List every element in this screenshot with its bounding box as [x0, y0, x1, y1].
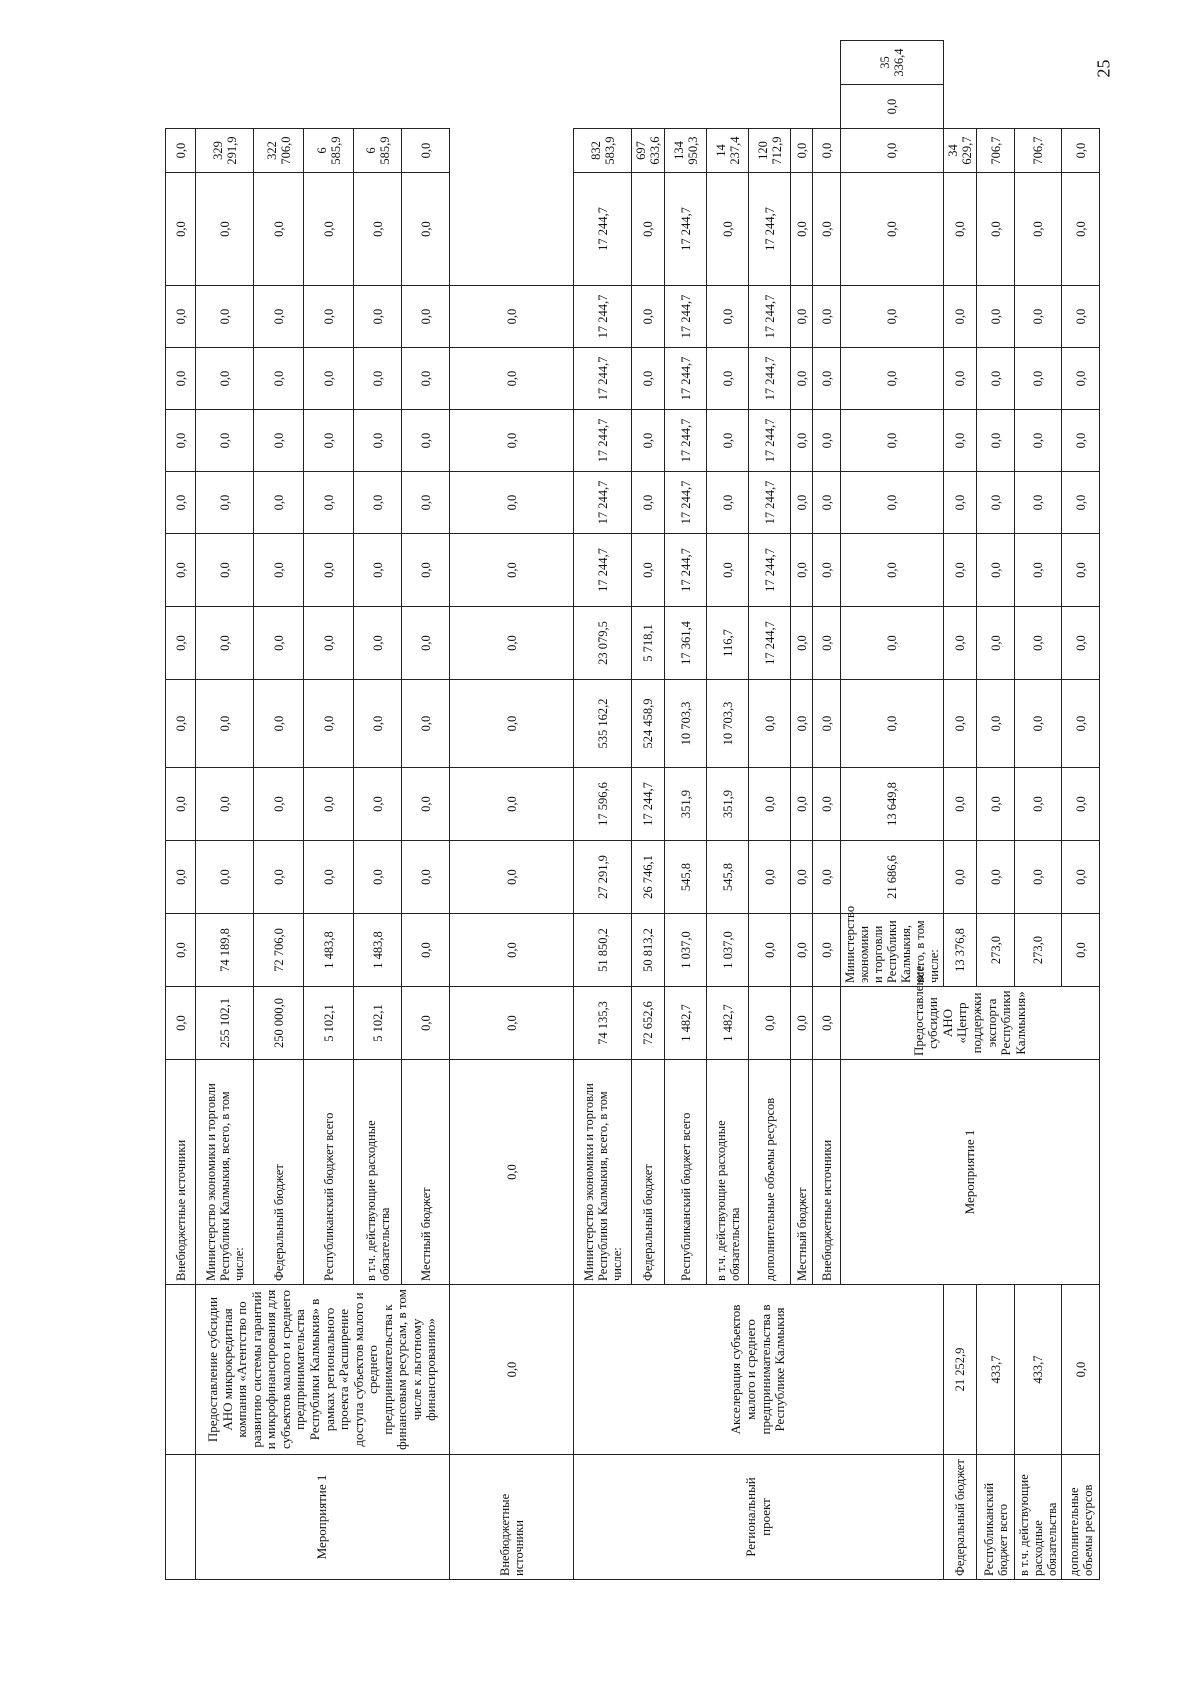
- value-cell: 0,0: [1062, 680, 1100, 768]
- funding-source-cell: Внебюджетные источники: [166, 1060, 196, 1285]
- value-cell: 0,0: [402, 410, 450, 472]
- value-cell: 72 706,0: [254, 914, 304, 987]
- funding-source-cell: в т.ч. действующие расходные обязательства: [1015, 1455, 1062, 1580]
- value-cell: 0,0: [196, 768, 254, 841]
- value-cell: 0,0: [402, 286, 450, 348]
- value-cell: 0,0: [254, 534, 304, 607]
- value-cell: 0,0: [254, 768, 304, 841]
- value-cell: 0,0: [944, 173, 977, 286]
- total-cell: 0,0: [450, 286, 574, 348]
- value-cell: 0,0: [791, 768, 813, 841]
- funding-source-cell: Республиканский бюджет всего: [665, 1060, 707, 1285]
- value-cell: 535 162,2: [574, 680, 632, 768]
- value-cell: 0,0: [402, 348, 450, 410]
- table-row: [944, 41, 977, 1580]
- value-cell: 10 703,3: [665, 680, 707, 768]
- value-cell: 0,0: [166, 607, 196, 680]
- value-cell: 0,0: [1062, 768, 1100, 841]
- value-cell: 0,0: [707, 534, 749, 607]
- value-cell: 0,0: [944, 348, 977, 410]
- table-row: [1015, 41, 1062, 1580]
- value-cell: 0,0: [402, 680, 450, 768]
- value-cell: 17 244,7: [574, 472, 632, 534]
- total-cell: 6 585,9: [304, 129, 354, 173]
- value-cell: 0,0: [707, 472, 749, 534]
- value-cell: 0,0: [402, 534, 450, 607]
- total-cell: 0,0: [791, 129, 813, 173]
- value-cell: 0,0: [707, 410, 749, 472]
- value-cell: 0,0: [1015, 410, 1062, 472]
- table-row: [1062, 41, 1100, 1580]
- value-cell: 0,0: [402, 987, 450, 1060]
- value-cell: 0,0: [791, 173, 813, 286]
- value-cell: 17 244,7: [665, 472, 707, 534]
- value-cell: 0,0: [977, 680, 1015, 768]
- event-cell: [166, 1455, 196, 1580]
- value-cell: 0,0: [813, 534, 841, 607]
- value-cell: 0,0: [977, 841, 1015, 914]
- value-cell: 0,0: [450, 348, 574, 410]
- value-cell: 0,0: [791, 680, 813, 768]
- total-cell: 34 629,7: [944, 129, 977, 173]
- total-cell: 706,7: [1015, 129, 1062, 173]
- value-cell: 0,0: [304, 173, 354, 286]
- value-cell: 0,0: [944, 841, 977, 914]
- value-cell: 0,0: [944, 607, 977, 680]
- value-cell: 0,0: [166, 286, 196, 348]
- value-cell: 0,0: [841, 85, 944, 129]
- value-cell: 0,0: [304, 841, 354, 914]
- value-cell: 17 244,7: [665, 410, 707, 472]
- value-cell: 0,0: [977, 173, 1015, 286]
- value-cell: 250 000,0: [254, 987, 304, 1060]
- value-cell: 0,0: [813, 173, 841, 286]
- total-cell: 120 712,9: [749, 129, 791, 173]
- value-cell: 0,0: [632, 173, 665, 286]
- value-cell: 0,0: [166, 534, 196, 607]
- value-cell: 1 482,7: [665, 987, 707, 1060]
- value-cell: 0,0: [813, 348, 841, 410]
- event-cell: Региональный проект: [574, 1455, 944, 1580]
- value-cell: 0,0: [304, 348, 354, 410]
- value-cell: 0,0: [254, 173, 304, 286]
- value-cell: 0,0: [166, 914, 196, 987]
- funding-source-cell: дополнительные объемы ресурсов: [749, 1060, 791, 1285]
- value-cell: 0,0: [304, 534, 354, 607]
- value-cell: 0,0: [254, 680, 304, 768]
- value-cell: 0,0: [354, 680, 402, 768]
- value-cell: 0,0: [707, 286, 749, 348]
- value-cell: 0,0: [1015, 173, 1062, 286]
- value-cell: 26 746,1: [632, 841, 665, 914]
- value-cell: 545,8: [665, 841, 707, 914]
- value-cell: 17 244,7: [749, 410, 791, 472]
- value-cell: 0,0: [841, 348, 944, 410]
- value-cell: 0,0: [402, 841, 450, 914]
- value-cell: 0,0: [813, 607, 841, 680]
- value-cell: 1 483,8: [354, 914, 402, 987]
- value-cell: 0,0: [254, 410, 304, 472]
- value-cell: 0,0: [791, 987, 813, 1060]
- funding-source-cell: в т.ч. действующие расходные обязательства: [707, 1060, 749, 1285]
- funding-source-cell: Федеральный бюджет: [944, 1455, 977, 1580]
- value-cell: 0,0: [254, 607, 304, 680]
- value-cell: 273,0: [977, 914, 1015, 987]
- value-cell: 0,0: [166, 680, 196, 768]
- value-cell: 50 813,2: [632, 914, 665, 987]
- value-cell: 1 037,0: [665, 914, 707, 987]
- total-cell: 706,7: [977, 129, 1015, 173]
- value-cell: 0,0: [841, 129, 944, 173]
- value-cell: 23 079,5: [574, 607, 632, 680]
- value-cell: 0,0: [196, 841, 254, 914]
- value-cell: 0,0: [254, 472, 304, 534]
- value-cell: 0,0: [354, 410, 402, 472]
- value-cell: 0,0: [354, 768, 402, 841]
- value-cell: 0,0: [944, 286, 977, 348]
- description-cell: Акселерация субъектов малого и среднего предпринимательства в Республике Калмыкия: [574, 1285, 944, 1455]
- value-cell: 0,0: [304, 768, 354, 841]
- value-cell: 433,7: [977, 1285, 1015, 1455]
- value-cell: 0,0: [791, 472, 813, 534]
- value-cell: 17 244,7: [749, 348, 791, 410]
- value-cell: 255 102,1: [196, 987, 254, 1060]
- value-cell: 13 376,8: [944, 914, 977, 987]
- value-cell: 0,0: [450, 410, 574, 472]
- value-cell: 17 244,7: [632, 768, 665, 841]
- total-cell: 134 950,3: [665, 129, 707, 173]
- value-cell: 0,0: [450, 1285, 574, 1455]
- value-cell: 0,0: [944, 680, 977, 768]
- value-cell: 0,0: [450, 680, 574, 768]
- value-cell: 0,0: [450, 914, 574, 987]
- total-cell: 14 237,4: [707, 129, 749, 173]
- value-cell: 21 686,6: [841, 841, 944, 914]
- total-cell: 0,0: [402, 129, 450, 173]
- value-cell: 21 252,9: [944, 1285, 977, 1455]
- value-cell: 0,0: [1062, 914, 1100, 987]
- value-cell: 0,0: [1015, 607, 1062, 680]
- value-cell: 74 189,8: [196, 914, 254, 987]
- value-cell: 0,0: [749, 914, 791, 987]
- value-cell: 0,0: [196, 534, 254, 607]
- value-cell: 0,0: [813, 841, 841, 914]
- value-cell: 0,0: [632, 286, 665, 348]
- funding-source-cell: Внебюджетные источники: [813, 1060, 841, 1285]
- value-cell: 0,0: [196, 286, 254, 348]
- value-cell: 17 596,6: [574, 768, 632, 841]
- table-row: [450, 41, 574, 1580]
- value-cell: 0,0: [166, 472, 196, 534]
- value-cell: 0,0: [402, 607, 450, 680]
- value-cell: 0,0: [1015, 768, 1062, 841]
- value-cell: 0,0: [354, 841, 402, 914]
- funding-source-cell: Республиканский бюджет всего: [977, 1455, 1015, 1580]
- value-cell: 0,0: [166, 768, 196, 841]
- value-cell: 0,0: [402, 173, 450, 286]
- value-cell: 72 652,6: [632, 987, 665, 1060]
- value-cell: 116,7: [707, 607, 749, 680]
- funding-source-cell: Министерство экономики и торговли Республики Калмыкия, всего, в том числе:: [574, 1060, 632, 1285]
- table-row: [166, 41, 196, 1580]
- value-cell: 0,0: [254, 286, 304, 348]
- budget-table: [165, 40, 1100, 1580]
- value-cell: 0,0: [791, 914, 813, 987]
- value-cell: 17 244,7: [574, 534, 632, 607]
- value-cell: 17 244,7: [749, 472, 791, 534]
- value-cell: 5 102,1: [304, 987, 354, 1060]
- value-cell: 433,7: [1015, 1285, 1062, 1455]
- funding-source-cell: Министерство экономики и торговли Республики Калмыкия, всего, в том числе:: [196, 1060, 254, 1285]
- value-cell: 17 244,7: [574, 348, 632, 410]
- value-cell: 0,0: [791, 286, 813, 348]
- total-cell: 0,0: [166, 129, 196, 173]
- value-cell: 17 244,7: [665, 173, 707, 286]
- funding-source-cell: Внебюджетные источники: [450, 1455, 574, 1580]
- event-cell: Мероприятие 1: [841, 1060, 1100, 1285]
- value-cell: 1 037,0: [707, 914, 749, 987]
- value-cell: 0,0: [354, 607, 402, 680]
- value-cell: 273,0: [1015, 914, 1062, 987]
- value-cell: 0,0: [1062, 173, 1100, 286]
- value-cell: 0,0: [791, 410, 813, 472]
- funding-source-cell: в т.ч. действующие расходные обязательства: [354, 1060, 402, 1285]
- funding-source-cell: Федеральный бюджет: [254, 1060, 304, 1285]
- value-cell: 0,0: [354, 286, 402, 348]
- value-cell: 0,0: [450, 534, 574, 607]
- value-cell: 0,0: [196, 472, 254, 534]
- value-cell: 0,0: [166, 173, 196, 286]
- value-cell: 0,0: [1062, 607, 1100, 680]
- value-cell: 13 649,8: [841, 768, 944, 841]
- value-cell: 17 244,7: [749, 607, 791, 680]
- value-cell: 0,0: [632, 534, 665, 607]
- value-cell: 0,0: [354, 173, 402, 286]
- value-cell: 0,0: [1062, 472, 1100, 534]
- value-cell: 0,0: [841, 286, 944, 348]
- value-cell: 0,0: [450, 1060, 574, 1285]
- value-cell: 74 135,3: [574, 987, 632, 1060]
- value-cell: 0,0: [166, 348, 196, 410]
- value-cell: 0,0: [1015, 680, 1062, 768]
- value-cell: 0,0: [450, 768, 574, 841]
- value-cell: 0,0: [749, 768, 791, 841]
- value-cell: 0,0: [632, 410, 665, 472]
- table-row: [574, 41, 632, 1580]
- description-cell: Предоставление субсидии АНО «Центр поддержки экспорта Республики Калмыкия»: [841, 987, 1100, 1060]
- value-cell: 17 244,7: [574, 286, 632, 348]
- value-cell: 0,0: [196, 607, 254, 680]
- value-cell: 0,0: [749, 680, 791, 768]
- value-cell: 0,0: [1015, 472, 1062, 534]
- description-cell: Предоставление субсидии АНО микрокредитная компания «Агентство по развитию системы гарантий и микрофинансирования для субъектов малого и среднего предпринимательства Республики Калмыкия» в рамках регионального проекта «Расширение доступа субъектов малого и среднего предпринимательства к финансовым ресурсам, в том числе к льготному финансированию»: [196, 1285, 450, 1455]
- value-cell: 0,0: [813, 768, 841, 841]
- value-cell: 0,0: [977, 410, 1015, 472]
- value-cell: 0,0: [304, 286, 354, 348]
- value-cell: 0,0: [791, 534, 813, 607]
- funding-source-cell: Местный бюджет: [402, 1060, 450, 1285]
- value-cell: 0,0: [450, 841, 574, 914]
- value-cell: 0,0: [1015, 841, 1062, 914]
- value-cell: 0,0: [841, 173, 944, 286]
- total-cell: 322 706,0: [254, 129, 304, 173]
- value-cell: 17 361,4: [665, 607, 707, 680]
- total-cell: 329 291,9: [196, 129, 254, 173]
- value-cell: 0,0: [791, 841, 813, 914]
- total-cell: 35 336,4: [841, 41, 944, 85]
- value-cell: 0,0: [354, 472, 402, 534]
- value-cell: 0,0: [450, 987, 574, 1060]
- value-cell: 0,0: [749, 987, 791, 1060]
- table-row: [196, 41, 254, 1580]
- value-cell: 0,0: [1062, 534, 1100, 607]
- value-cell: 0,0: [977, 286, 1015, 348]
- funding-source-cell: Федеральный бюджет: [632, 1060, 665, 1285]
- total-cell: 0,0: [813, 129, 841, 173]
- value-cell: 17 244,7: [665, 348, 707, 410]
- value-cell: 0,0: [791, 607, 813, 680]
- value-cell: 0,0: [977, 768, 1015, 841]
- rotated-page: [165, 40, 1145, 1580]
- value-cell: 0,0: [977, 534, 1015, 607]
- value-cell: 0,0: [813, 914, 841, 987]
- value-cell: 0,0: [944, 534, 977, 607]
- value-cell: 0,0: [813, 410, 841, 472]
- value-cell: 0,0: [632, 348, 665, 410]
- funding-source-cell: дополнительные объемы ресурсов: [1062, 1455, 1100, 1580]
- value-cell: 0,0: [304, 680, 354, 768]
- value-cell: 27 291,9: [574, 841, 632, 914]
- total-cell: 6 585,9: [354, 129, 402, 173]
- value-cell: 17 244,7: [574, 173, 632, 286]
- value-cell: 0,0: [977, 607, 1015, 680]
- value-cell: 0,0: [354, 348, 402, 410]
- value-cell: 0,0: [304, 410, 354, 472]
- value-cell: 0,0: [944, 472, 977, 534]
- value-cell: 0,0: [813, 472, 841, 534]
- value-cell: 1 483,8: [304, 914, 354, 987]
- value-cell: 51 850,2: [574, 914, 632, 987]
- value-cell: 0,0: [813, 286, 841, 348]
- value-cell: 0,0: [450, 607, 574, 680]
- total-cell: 697 633,6: [632, 129, 665, 173]
- value-cell: 0,0: [402, 472, 450, 534]
- funding-source-cell: Министерство экономики и торговли Республики Калмыкия, всего, в том числе:: [841, 914, 944, 987]
- funding-source-cell: Местный бюджет: [791, 1060, 813, 1285]
- value-cell: 545,8: [707, 841, 749, 914]
- value-cell: 0,0: [1062, 410, 1100, 472]
- value-cell: 0,0: [791, 348, 813, 410]
- value-cell: 0,0: [707, 173, 749, 286]
- value-cell: 0,0: [707, 348, 749, 410]
- value-cell: 0,0: [304, 472, 354, 534]
- value-cell: 17 244,7: [574, 410, 632, 472]
- value-cell: 0,0: [977, 472, 1015, 534]
- value-cell: 0,0: [1015, 348, 1062, 410]
- table-row: [977, 41, 1015, 1580]
- value-cell: 0,0: [196, 173, 254, 286]
- value-cell: 17 244,7: [749, 286, 791, 348]
- value-cell: 0,0: [749, 841, 791, 914]
- value-cell: 0,0: [402, 914, 450, 987]
- value-cell: 0,0: [254, 348, 304, 410]
- value-cell: 0,0: [1015, 286, 1062, 348]
- value-cell: 351,9: [665, 768, 707, 841]
- value-cell: 10 703,3: [707, 680, 749, 768]
- value-cell: 17 244,7: [665, 286, 707, 348]
- value-cell: 0,0: [841, 534, 944, 607]
- value-cell: 0,0: [813, 987, 841, 1060]
- value-cell: 0,0: [1062, 841, 1100, 914]
- value-cell: 0,0: [632, 472, 665, 534]
- value-cell: 0,0: [944, 768, 977, 841]
- value-cell: 0,0: [402, 768, 450, 841]
- page-number: 25: [1093, 59, 1114, 78]
- value-cell: 0,0: [166, 410, 196, 472]
- value-cell: 0,0: [841, 607, 944, 680]
- total-cell: 832 583,9: [574, 129, 632, 173]
- total-cell: 0,0: [1062, 129, 1100, 173]
- value-cell: 0,0: [196, 348, 254, 410]
- value-cell: 351,9: [707, 768, 749, 841]
- value-cell: 0,0: [1062, 1285, 1100, 1455]
- value-cell: 0,0: [450, 472, 574, 534]
- value-cell: 0,0: [841, 680, 944, 768]
- value-cell: 0,0: [1015, 534, 1062, 607]
- funding-source-cell: Республиканский бюджет всего: [304, 1060, 354, 1285]
- value-cell: 0,0: [841, 472, 944, 534]
- value-cell: 0,0: [166, 987, 196, 1060]
- value-cell: 0,0: [354, 534, 402, 607]
- value-cell: 0,0: [1062, 286, 1100, 348]
- value-cell: 1 482,7: [707, 987, 749, 1060]
- value-cell: 17 244,7: [749, 173, 791, 286]
- value-cell: 0,0: [196, 680, 254, 768]
- value-cell: 0,0: [977, 348, 1015, 410]
- description-cell: [166, 1285, 196, 1455]
- value-cell: 524 458,9: [632, 680, 665, 768]
- value-cell: 0,0: [196, 410, 254, 472]
- event-cell: Мероприятие 1: [196, 1455, 450, 1580]
- value-cell: 0,0: [813, 680, 841, 768]
- value-cell: 0,0: [841, 410, 944, 472]
- value-cell: 5 102,1: [354, 987, 402, 1060]
- value-cell: 17 244,7: [749, 534, 791, 607]
- value-cell: 0,0: [944, 410, 977, 472]
- value-cell: 17 244,7: [665, 534, 707, 607]
- value-cell: 0,0: [304, 607, 354, 680]
- value-cell: 0,0: [1062, 348, 1100, 410]
- value-cell: 0,0: [254, 841, 304, 914]
- value-cell: 0,0: [166, 841, 196, 914]
- value-cell: 5 718,1: [632, 607, 665, 680]
